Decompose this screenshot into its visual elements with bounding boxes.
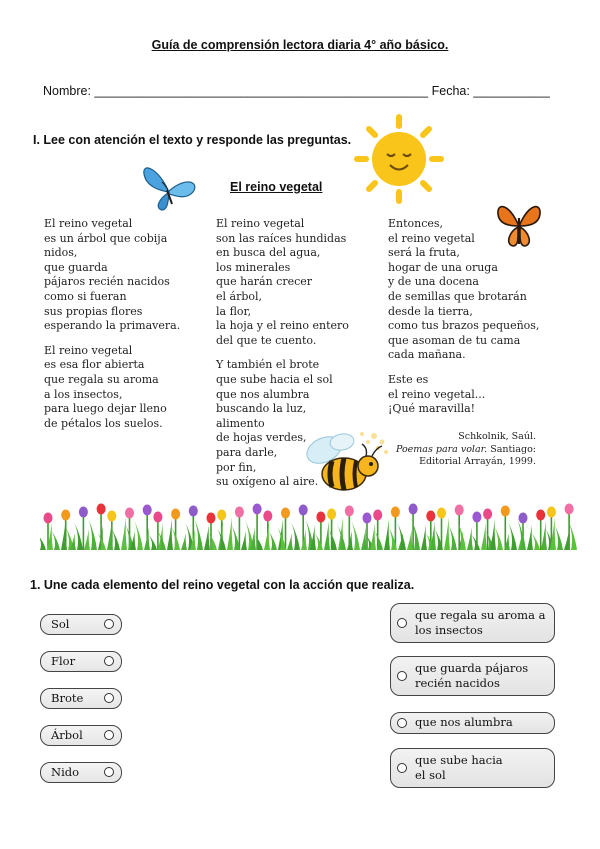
poem-line: Entonces, — [388, 217, 444, 230]
match-left-item[interactable] — [40, 762, 122, 783]
poem-line: El reino vegetal — [44, 343, 133, 357]
poem-line: como tus brazos pequeños, — [388, 319, 540, 333]
poem-line: es esa flor abierta — [44, 358, 145, 372]
sun-icon — [352, 112, 446, 206]
poem-line: Este es — [388, 372, 429, 386]
poem-line: que sube hacia el sol — [216, 372, 333, 386]
match-left-item[interactable] — [40, 688, 122, 709]
poem-line: que harán crecer — [216, 275, 313, 289]
poem-line: será la fruta, — [388, 246, 460, 260]
poem-column-3 — [388, 217, 563, 427]
tulip-garden-image — [40, 492, 578, 550]
poem-line: en busca del agua, — [216, 246, 321, 260]
poem-line: Y también el brote — [216, 358, 320, 372]
poem-title: El reino vegetal — [230, 180, 323, 194]
match-dot[interactable] — [104, 619, 114, 629]
credit-book: Poemas para volar. — [395, 443, 488, 455]
match-right-line: que guarda pájaros — [415, 661, 529, 675]
poem-line: alimento — [216, 416, 265, 430]
poem-line: de semillas que brotarán — [388, 289, 527, 303]
match-dot[interactable] — [104, 730, 114, 740]
poem-line: del que te cuento. — [216, 333, 317, 347]
match-right-label — [415, 661, 528, 691]
bee-icon — [302, 428, 394, 498]
credit-author: Schkolnik, Saúl. — [458, 431, 536, 442]
match-left-label: Brote — [51, 691, 84, 705]
name-label: Nombre: — [43, 84, 91, 98]
poem-line: y de una docena — [388, 275, 479, 289]
poem-line: que guarda — [44, 260, 108, 274]
match-dot[interactable] — [104, 656, 114, 666]
poem-line: de hojas verdes, — [216, 431, 307, 445]
poem-line: cada mañana. — [388, 348, 466, 362]
poem-line: el reino vegetal — [388, 231, 475, 245]
name-field[interactable]: ________________________________________________ — [94, 84, 429, 98]
match-left-label: Nido — [51, 765, 80, 779]
poem-stanza — [44, 344, 214, 432]
section-1-title: I. Lee con atención el texto y responde las preguntas. — [33, 133, 352, 147]
poem-line: el reino vegetal... — [388, 387, 486, 401]
date-field[interactable]: ___________ — [473, 84, 550, 98]
match-right-line: que regala su aroma a — [415, 608, 546, 622]
poem-line: buscando la luz, — [216, 402, 307, 416]
poem-line: El reino vegetal — [44, 217, 133, 230]
match-dot[interactable] — [397, 671, 407, 681]
credit-publisher: Editorial Arrayán, 1999. — [419, 456, 536, 467]
poem-line: que regala su aroma — [44, 372, 159, 386]
poem-line: esperando la primavera. — [44, 319, 181, 333]
poem-line: a los insectos, — [44, 387, 123, 401]
poem-line: es un árbol que cobija — [44, 231, 168, 245]
match-dot[interactable] — [397, 718, 407, 728]
poem-line: los minerales — [216, 260, 291, 274]
match-right-label — [415, 608, 545, 638]
poem-line: sus propias flores — [44, 304, 143, 318]
poem-line: para darle, — [216, 445, 278, 459]
match-right-item[interactable] — [390, 656, 555, 696]
match-dot[interactable] — [397, 763, 407, 773]
name-date-line — [43, 84, 550, 98]
poem-line: pájaros recién nacidos — [44, 275, 170, 289]
poem-line: desde la tierra, — [388, 304, 473, 318]
poem-stanza — [44, 217, 214, 334]
date-label: Fecha: — [431, 84, 470, 98]
credit-city: Santiago: — [490, 443, 536, 455]
match-right-line: recién nacidos — [415, 676, 500, 690]
poem-stanza — [388, 373, 563, 417]
match-right-label — [415, 715, 513, 730]
poem-line: hogar de una oruga — [388, 260, 498, 274]
poem-line: son las raíces hundidas — [216, 231, 347, 245]
match-right-item[interactable] — [390, 748, 555, 788]
poem-credit — [388, 431, 536, 469]
poem-line: El reino vegetal — [216, 217, 305, 230]
match-left-item[interactable] — [40, 651, 122, 672]
match-right-line: los insectos — [415, 623, 483, 637]
question-1-text: 1. Une cada elemento del reino vegetal con la acción que realiza. — [30, 578, 415, 592]
poem-line: de pétalos los suelos. — [44, 416, 163, 430]
poem-line: el árbol, — [216, 289, 263, 303]
poem-line: la hoja y el reino entero — [216, 319, 349, 333]
match-left-label: Sol — [51, 617, 70, 631]
blue-butterfly-icon — [138, 160, 200, 222]
poem-stanza — [388, 217, 563, 363]
poem-line: la flor, — [216, 304, 252, 318]
match-left-label: Flor — [51, 654, 76, 668]
match-dot[interactable] — [397, 618, 407, 628]
poem-line: su oxígeno al aire. — [216, 475, 319, 489]
poem-line: nidos, — [44, 246, 78, 260]
poem-line: ¡Qué maravilla! — [388, 402, 476, 416]
match-left-label: Árbol — [51, 728, 83, 742]
match-dot[interactable] — [104, 693, 114, 703]
poem-line: como si fueran — [44, 289, 127, 303]
match-right-line: el sol — [415, 768, 446, 782]
match-left-item[interactable] — [40, 725, 122, 746]
match-right-line: que nos alumbra — [415, 715, 513, 729]
match-dot[interactable] — [104, 767, 114, 777]
page-title: Guía de comprensión lectora diaria 4° año básico. — [151, 38, 449, 52]
match-right-item[interactable] — [390, 603, 555, 643]
poem-line: para luego dejar lleno — [44, 402, 167, 416]
match-left-item[interactable] — [40, 614, 122, 635]
poem-line: que nos alumbra — [216, 387, 310, 401]
poem-column-1 — [44, 217, 214, 441]
poem-line: por fin, — [216, 460, 257, 474]
poem-stanza — [216, 217, 386, 348]
poem-line: que asoman de tu cama — [388, 333, 521, 347]
match-right-label — [415, 753, 503, 783]
match-right-item[interactable] — [390, 712, 555, 734]
match-right-line: que sube hacia — [415, 753, 503, 767]
